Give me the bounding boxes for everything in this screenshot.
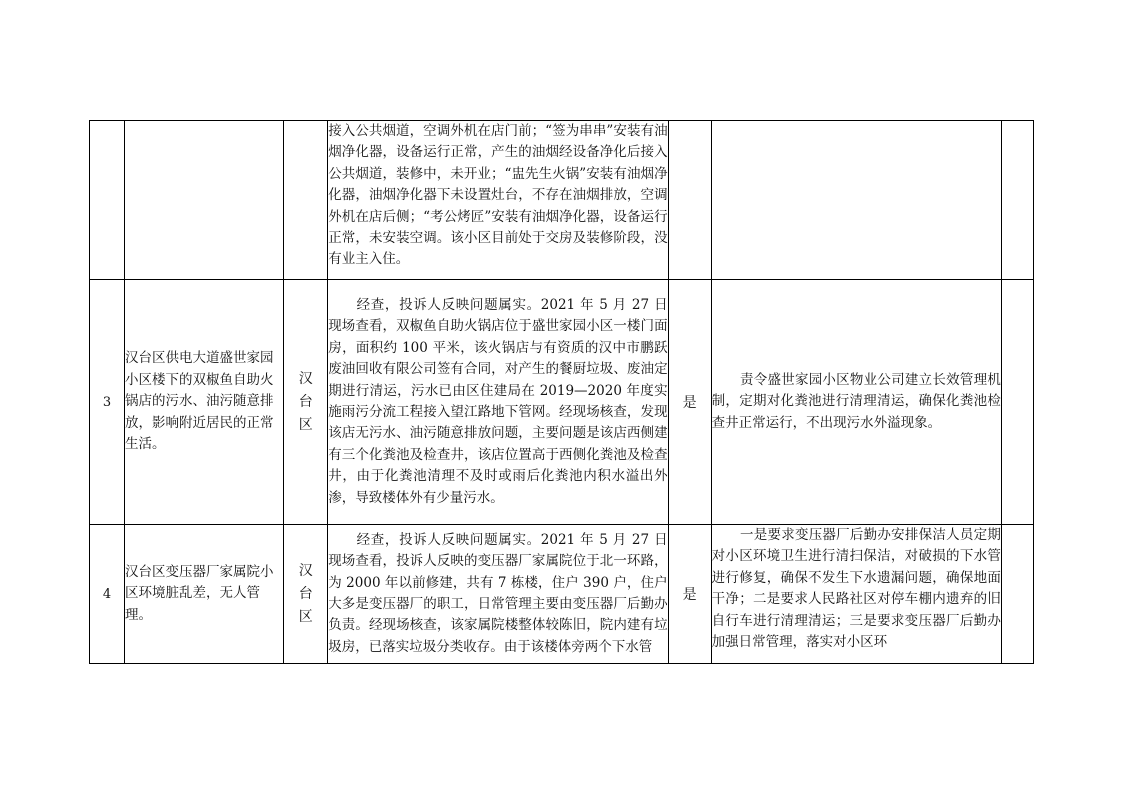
table-row [90,121,1034,280]
investigation-detail: 经查，投诉人反映问题属实。2021 年 5 月 27 日现场查看，投诉人反映的变压器厂家属院位于北一环路，为 2000 年以前修建，共有 7 栋楼，住户 390 户，住户大多是变压器厂的职工，日常管理主要由变压器厂后勤办负责。经现场核查，该家属院楼整体较陈旧，院内建有垃圾房，已落实垃圾分类收存。由于该楼体旁两个下水管 [328,525,668,664]
remark-cell [1001,121,1033,280]
remark-cell [1001,525,1033,664]
verified-flag [668,121,711,280]
district-text: 汉台区 [298,370,313,433]
complaint-item: 汉台区变压器厂家属院小区环境脏乱差，无人管理。 [125,525,284,664]
handling-measure [711,121,1001,280]
row-index [90,121,125,280]
district [284,525,328,664]
row-index: 4 [90,525,125,664]
row-index: 3 [90,280,125,525]
investigation-detail: 经查，投诉人反映问题属实。2021 年 5 月 27 日现场查看，双椒鱼自助火锅店位于盛世家园小区一楼门面房，面积约 100 平米，该火锅店与有资质的汉中市鹏跃废油回收有限公司签有合同，对产生的餐厨垃圾、废油定期进行清运，污水已由区住建局在 2019—2020 年度实施雨污分流工程接入望江路地下管网。经现场核查，发现该店无污水、油污随意排放问题，主要问题是该店西侧建有三个化粪池及检查井，该店位置高于西侧化粪池及检查井，由于化粪池清理不及时或雨后化粪池内积水溢出外渗，导致楼体外有少量污水。 [328,280,668,525]
table-row [90,525,1034,664]
complaint-table [89,120,1034,664]
district-text: 汉台区 [298,562,313,625]
verified-flag: 是 [668,525,711,664]
remark-cell [1001,280,1033,525]
verified-flag: 是 [668,280,711,525]
complaint-item: 汉台区供电大道盛世家园小区楼下的双椒鱼自助火锅店的污水、油污随意排放，影响附近居民的正常生活。 [125,280,284,525]
complaint-item [125,121,284,280]
investigation-detail: 接入公共烟道，空调外机在店门前；“签为串串”安装有油烟净化器，设备运行正常，产生的油烟经设备净化后接入公共烟道，装修中，未开业；“盅先生火锅”安装有油烟净化器，油烟净化器下未设置灶台，不存在油烟排放，空调外机在店后侧；“考公烤匠”安装有油烟净化器，设备运行正常，未安装空调。该小区目前处于交房及装修阶段，没有业主入住。 [328,121,668,280]
handling-measure: 一是要求变压器厂后勤办安排保洁人员定期对小区环境卫生进行清扫保洁，对破损的下水管进行修复，确保不发生下水遗漏问题，确保地面干净；二是要求人民路社区对停车棚内遗弃的旧自行车进行清理清运；三是要求变压器厂后勤办加强日常管理，落实对小区环 [711,525,1001,664]
table-row [90,280,1034,525]
district [284,280,328,525]
handling-measure: 责令盛世家园小区物业公司建立长效管理机制，定期对化粪池进行清理清运，确保化粪池检查井正常运行，不出现污水外溢现象。 [711,280,1001,525]
district [284,121,328,280]
